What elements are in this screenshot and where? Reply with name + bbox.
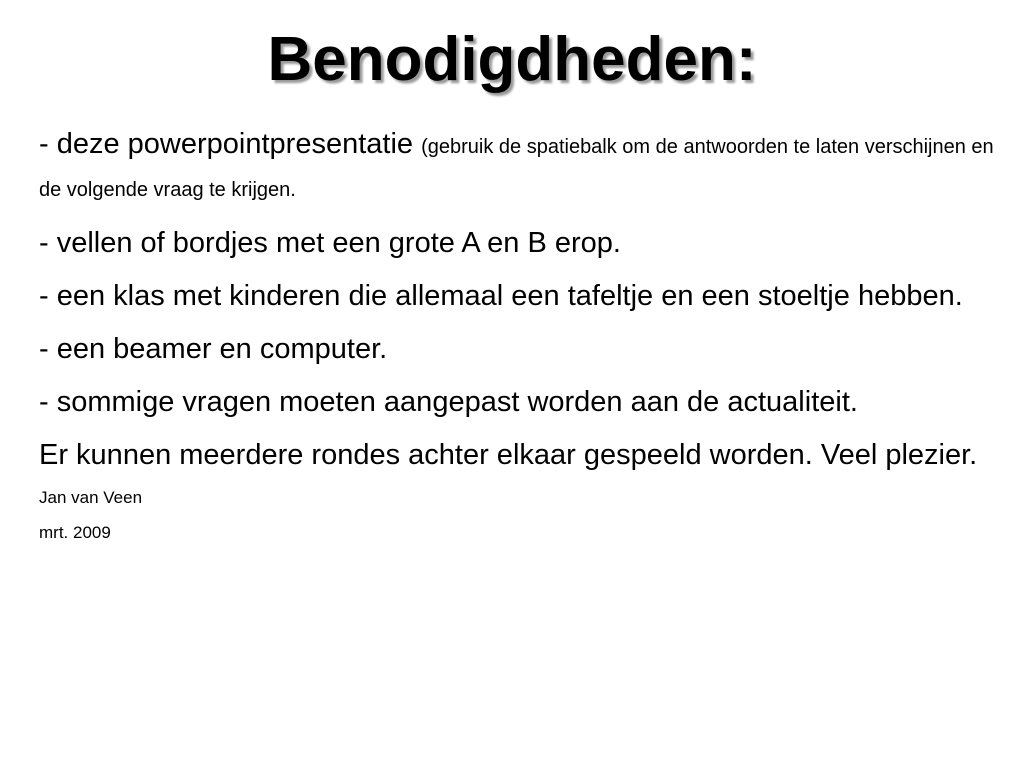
closing-note: Er kunnen meerdere rondes achter elkaar gespeeld worden. Veel plezier. xyxy=(39,439,978,471)
date-label: mrt. 2009 xyxy=(39,523,111,542)
list-item-main: - deze powerpointpresentatie xyxy=(39,128,422,160)
list-item: - vellen of bordjes met een grote A en B erop. xyxy=(39,227,621,259)
slide-title: Benodigdheden: xyxy=(267,25,757,94)
list-item: - een klas met kinderen die allemaal een tafeltje en een stoeltje hebben. xyxy=(39,280,963,312)
slide-body xyxy=(39,124,999,544)
list-item: - sommige vragen moeten aangepast worden aan de actualiteit. xyxy=(39,386,858,418)
author-name: Jan van Veen xyxy=(39,488,143,507)
list-item-note: (gebruik de spatiebalk om de antwoorden te laten verschijnen en de volgende vraag te krijgen. xyxy=(39,136,994,201)
list-item xyxy=(39,124,999,210)
list-item: - een beamer en computer. xyxy=(39,333,388,365)
